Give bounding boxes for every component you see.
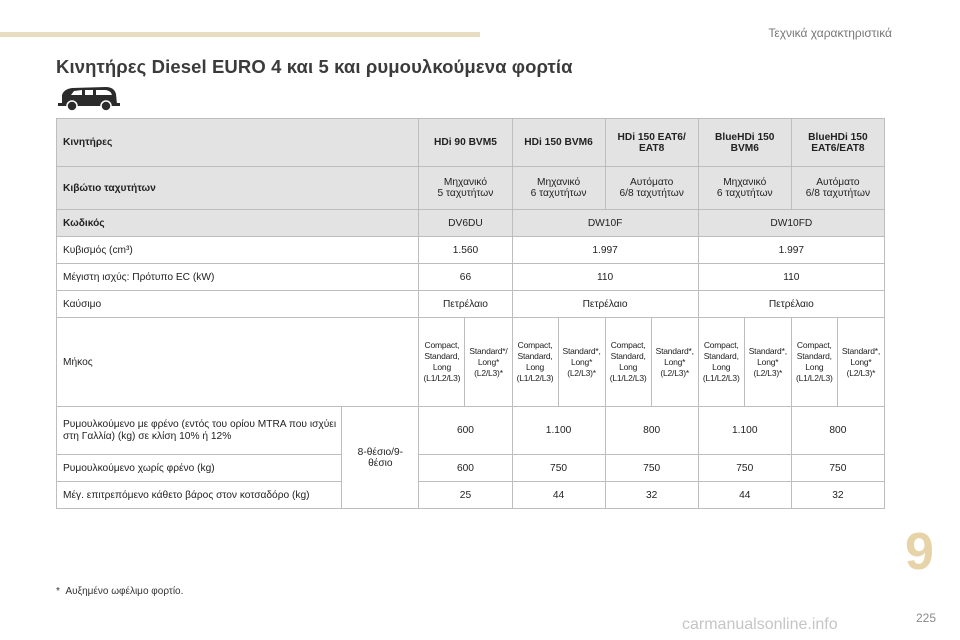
nose-weight-value: 32 [791, 482, 884, 509]
header-engines: Κινητήρες [57, 119, 419, 167]
displacement-value: 1.997 [698, 237, 884, 264]
gearbox-label: Κιβώτιο ταχυτήτων [57, 167, 419, 210]
length-variant: Compact, Standard, Long (L1/L2/L3) [698, 318, 744, 407]
length-variant: Compact, Standard, Long (L1/L2/L3) [419, 318, 465, 407]
page-title: Κινητήρες Diesel EURO 4 και 5 και ρυμουλκούμενα φορτία [56, 56, 573, 77]
gearbox-speeds: 6 ταχυτήτων [530, 188, 587, 199]
power-value: 110 [512, 264, 698, 291]
gearbox-cell [419, 167, 512, 210]
code-value: DW10F [512, 210, 698, 237]
gearbox-cell [512, 167, 605, 210]
footnote [56, 586, 183, 597]
footnote-text: Αυξημένο ωφέλιμο φορτίο. [65, 586, 184, 597]
gearbox-type: Αυτόματο [816, 177, 860, 188]
van-icon [56, 84, 120, 112]
unbraked-value: 750 [791, 455, 884, 482]
unbraked-trailer-row [57, 455, 885, 482]
header-hdi150-bvm6: HDi 150 BVM6 [512, 119, 605, 167]
gearbox-row [57, 167, 885, 210]
length-variant: Compact, Standard, Long (L1/L2/L3) [791, 318, 837, 407]
braked-trailer-label: Ρυμουλκούμενο με φρένο (εντός του ορίου MTRA που ισχύει στη Γαλλία) (kg) σε κλίση 10% ή 12% [57, 407, 342, 455]
watermark: carmanualsonline.info [682, 616, 838, 633]
unbraked-value: 750 [605, 455, 698, 482]
chapter-number: 9 [905, 523, 934, 581]
nose-weight-value: 25 [419, 482, 512, 509]
fuel-row [57, 291, 885, 318]
code-value: DV6DU [419, 210, 512, 237]
header-bluehdi150-bvm6: BlueHDi 150 BVM6 [698, 119, 791, 167]
footnote-mark: * [56, 586, 60, 597]
header-bluehdi150-eat: BlueHDi 150 EAT6/EAT8 [791, 119, 884, 167]
gearbox-type: Αυτόματο [629, 177, 674, 188]
displacement-label: Κυβισμός (cm³) [57, 237, 419, 264]
fuel-value: Πετρέλαιο [419, 291, 512, 318]
braked-value: 600 [419, 407, 512, 455]
fuel-value: Πετρέλαιο [512, 291, 698, 318]
length-variant: Standard*, Long* (L2/L3)* [651, 318, 698, 407]
gearbox-type: Μηχανικό [443, 177, 487, 188]
header-hdi150-eat: HDi 150 EAT6/ EAT8 [605, 119, 698, 167]
braked-value: 1.100 [512, 407, 605, 455]
braked-trailer-row [57, 407, 885, 455]
header-hdi90-bvm5: HDi 90 BVM5 [419, 119, 512, 167]
engines-spec-table [56, 118, 885, 509]
unbraked-value: 750 [698, 455, 791, 482]
power-value: 66 [419, 264, 512, 291]
braked-value: 800 [605, 407, 698, 455]
top-accent-bar [0, 32, 480, 37]
code-row [57, 210, 885, 237]
length-variant: Compact, Standard, Long (L1/L2/L3) [512, 318, 558, 407]
length-variant: Standard*/ Long* (L2/L3)* [465, 318, 512, 407]
braked-value: 1.100 [698, 407, 791, 455]
length-label: Μήκος [57, 318, 419, 407]
gearbox-type: Μηχανικό [537, 177, 581, 188]
gearbox-speeds: 5 ταχυτήτων [437, 188, 494, 199]
nose-weight-value: 32 [605, 482, 698, 509]
gearbox-cell [605, 167, 698, 210]
gearbox-speeds: 6/8 ταχυτήτων [619, 188, 684, 199]
displacement-row [57, 237, 885, 264]
gearbox-cell [698, 167, 791, 210]
section-title: Τεχνικά χαρακτηριστικά [768, 26, 892, 40]
nose-weight-value: 44 [698, 482, 791, 509]
braked-value: 800 [791, 407, 884, 455]
displacement-value: 1.560 [419, 237, 512, 264]
nose-weight-label: Μέγ. επιτρεπόμενο κάθετο βάρος στον κοτσαδόρο (kg) [57, 482, 342, 509]
displacement-value: 1.997 [512, 237, 698, 264]
power-row [57, 264, 885, 291]
gearbox-type: Μηχανικό [723, 177, 767, 188]
gearbox-cell [791, 167, 884, 210]
power-label: Μέγιστη ισχύς: Πρότυπο EC (kW) [57, 264, 419, 291]
length-variant: Compact, Standard, Long (L1/L2/L3) [605, 318, 651, 407]
length-row [57, 318, 885, 407]
unbraked-value: 600 [419, 455, 512, 482]
nose-weight-value: 44 [512, 482, 605, 509]
unbraked-trailer-label: Ρυμουλκούμενο χωρίς φρένο (kg) [57, 455, 342, 482]
seats-cell: 8-θέσιο/9- θέσιο [342, 407, 419, 509]
power-value: 110 [698, 264, 884, 291]
nose-weight-row [57, 482, 885, 509]
length-variant: Standard*, Long* (L2/L3)* [744, 318, 791, 407]
unbraked-value: 750 [512, 455, 605, 482]
length-variant: Standard*, Long* (L2/L3)* [837, 318, 884, 407]
page-number: 225 [915, 611, 936, 625]
length-variant: Standard*, Long* (L2/L3)* [558, 318, 605, 407]
code-value: DW10FD [698, 210, 884, 237]
gearbox-speeds: 6/8 ταχυτήτων [805, 188, 871, 199]
code-label: Κωδικός [57, 210, 419, 237]
table-header-row [57, 119, 885, 167]
gearbox-speeds: 6 ταχυτήτων [716, 188, 773, 199]
fuel-label: Καύσιμο [57, 291, 419, 318]
fuel-value: Πετρέλαιο [698, 291, 884, 318]
